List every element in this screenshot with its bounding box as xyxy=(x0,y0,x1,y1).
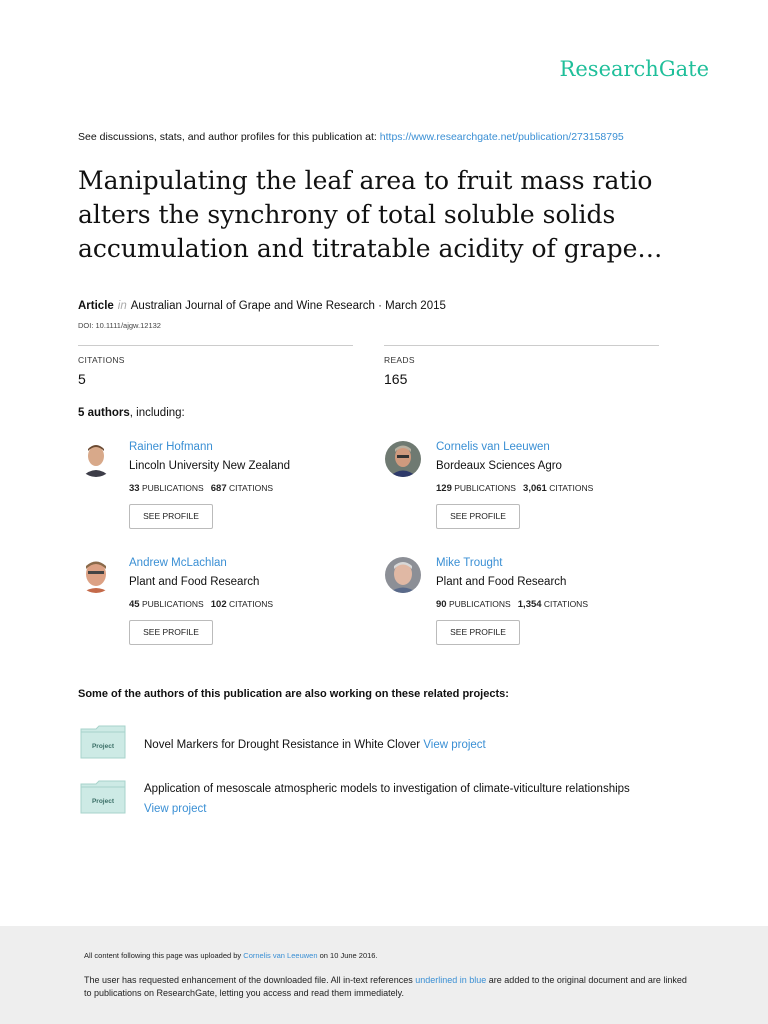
author-avatar[interactable] xyxy=(78,441,114,477)
see-profile-button[interactable]: SEE PROFILE xyxy=(436,504,520,529)
reads-stat xyxy=(384,345,659,387)
author-card xyxy=(78,557,378,657)
doi: DOI: 10.1111/ajgw.12132 xyxy=(78,321,161,330)
author-affiliation: Lincoln University New Zealand xyxy=(129,460,291,472)
author-affiliation: Plant and Food Research xyxy=(436,576,567,588)
author-name[interactable]: Mike Trought xyxy=(436,557,503,569)
author-counts: 90 PUBLICATIONS 1,354 CITATIONS xyxy=(436,599,588,610)
view-project-link[interactable]: View project xyxy=(423,739,486,751)
svg-text:Project: Project xyxy=(91,798,115,805)
author-card xyxy=(78,441,378,541)
in-word: in xyxy=(117,300,127,312)
folder-icon xyxy=(80,780,126,814)
underlined-in-blue: underlined in blue xyxy=(415,975,487,985)
publication-title: Manipulating the leaf area to fruit mass ratio alters the synchrony of total soluble solids accumulation and titratable acidity of grape… xyxy=(78,166,663,263)
author-name[interactable]: Andrew McLachlan xyxy=(129,557,227,569)
author-avatar[interactable] xyxy=(385,441,421,477)
see-profile-button[interactable]: SEE PROFILE xyxy=(129,620,213,645)
journal-info: Australian Journal of Grape and Wine Research · March 2015 xyxy=(130,300,446,312)
author-counts: 45 PUBLICATIONS 102 CITATIONS xyxy=(129,599,274,610)
folder-icon xyxy=(80,725,126,759)
author-card xyxy=(385,441,685,541)
authors-heading xyxy=(78,407,185,419)
author-avatar[interactable] xyxy=(385,557,421,593)
reads-label: READS xyxy=(384,355,415,365)
project-text xyxy=(144,735,704,755)
project-title: Novel Markers for Drought Resistance in White Clover xyxy=(144,739,421,751)
project-text xyxy=(144,779,704,819)
see-profile-button[interactable]: SEE PROFILE xyxy=(436,620,520,645)
discussion-text: See discussions, stats, and author profiles for this publication at: xyxy=(78,131,377,143)
reads-count: 165 xyxy=(384,371,408,387)
footer xyxy=(0,926,768,1024)
see-profile-button[interactable]: SEE PROFILE xyxy=(129,504,213,529)
researchgate-logo[interactable]: ResearchGate xyxy=(559,57,709,81)
author-name[interactable]: Rainer Hofmann xyxy=(129,441,213,453)
author-counts: 33 PUBLICATIONS 687 CITATIONS xyxy=(129,483,274,494)
upload-info: All content following this page was uploaded by Cornelis van Leeuwen on 10 June 2016. xyxy=(84,951,378,960)
discussion-line xyxy=(78,131,624,143)
publication-type: Article xyxy=(78,300,114,312)
enhancement-note: The user has requested enhancement of the downloaded file. All in-text references underlined in blue are added to the original document and are linked to publications on ResearchGate, letting you access and read them immediately. xyxy=(84,975,687,998)
author-affiliation: Plant and Food Research xyxy=(129,576,260,588)
view-project-link[interactable]: View project xyxy=(144,803,207,815)
author-avatar[interactable] xyxy=(78,557,114,593)
author-affiliation: Bordeaux Sciences Agro xyxy=(436,460,562,472)
related-projects-heading: Some of the authors of this publication are also working on these related projects: xyxy=(78,688,509,700)
project-title: Application of mesoscale atmospheric models to investigation of climate-viticulture relationships xyxy=(144,783,630,795)
author-name[interactable]: Cornelis van Leeuwen xyxy=(436,441,550,453)
authors-count: 5 authors xyxy=(78,407,130,419)
svg-text:Project: Project xyxy=(91,743,115,750)
citations-stat xyxy=(78,345,353,387)
author-card xyxy=(385,557,685,657)
publication-meta xyxy=(78,300,446,312)
citations-label: CITATIONS xyxy=(78,355,125,365)
author-counts: 129 PUBLICATIONS 3,061 CITATIONS xyxy=(436,483,594,494)
uploader-link[interactable]: Cornelis van Leeuwen xyxy=(243,951,318,960)
publication-url-link[interactable]: https://www.researchgate.net/publication/273158795 xyxy=(379,131,624,143)
citations-count: 5 xyxy=(78,371,86,387)
authors-including: , including: xyxy=(129,407,185,419)
